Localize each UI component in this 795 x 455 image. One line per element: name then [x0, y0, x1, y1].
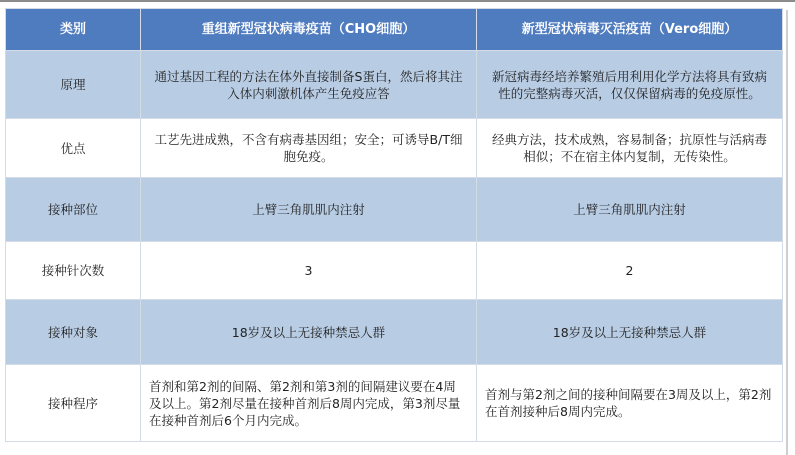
top-border-line [0, 0, 795, 2]
cell-vero: 2 [477, 242, 783, 300]
table-row-target-group [6, 300, 783, 365]
table-row-injection-site [6, 178, 783, 242]
vaccine-comparison-table [5, 8, 783, 442]
row-label: 接种部位 [6, 178, 141, 242]
right-border-line [786, 10, 788, 455]
table-row-principle [6, 51, 783, 119]
cell-cho: 通过基因工程的方法在体外直接制备S蛋白，然后将其注入体内刺激机体产生免疫应答 [141, 51, 477, 119]
cell-vero: 上臂三角肌肌内注射 [477, 178, 783, 242]
header-cho-vaccine: 重组新型冠状病毒疫苗（CHO细胞） [141, 9, 477, 51]
row-label: 接种针次数 [6, 242, 141, 300]
cell-cho: 工艺先进成熟，不含有病毒基因组；安全；可诱导B/T细胞免疫。 [141, 119, 477, 178]
cell-vero: 经典方法，技术成熟，容易制备；抗原性与活病毒相似；不在宿主体内复制，无传染性。 [477, 119, 783, 178]
row-label: 接种程序 [6, 365, 141, 442]
row-label: 优点 [6, 119, 141, 178]
table-row-advantages [6, 119, 783, 178]
header-category: 类别 [6, 9, 141, 51]
table-row-dose-count [6, 242, 783, 300]
row-label: 接种对象 [6, 300, 141, 365]
table-header-row [6, 9, 783, 51]
cell-vero: 首剂与第2剂之间的接种间隔要在3周及以上，第2剂在首剂接种后8周内完成。 [477, 365, 783, 442]
cell-cho: 上臂三角肌肌内注射 [141, 178, 477, 242]
table-row-schedule [6, 365, 783, 442]
cell-vero: 18岁及以上无接种禁忌人群 [477, 300, 783, 365]
cell-cho: 18岁及以上无接种禁忌人群 [141, 300, 477, 365]
cell-cho: 3 [141, 242, 477, 300]
cell-cho: 首剂和第2剂的间隔、第2剂和第3剂的间隔建议要在4周及以上。第2剂尽量在接种首剂后8周内完成，第3剂尽量在接种首剂后6个月内完成。 [141, 365, 477, 442]
cell-vero: 新冠病毒经培养繁殖后用利用化学方法将具有致病性的完整病毒灭活，仅仅保留病毒的免疫原性。 [477, 51, 783, 119]
header-vero-vaccine: 新型冠状病毒灭活疫苗（Vero细胞） [477, 9, 783, 51]
row-label: 原理 [6, 51, 141, 119]
